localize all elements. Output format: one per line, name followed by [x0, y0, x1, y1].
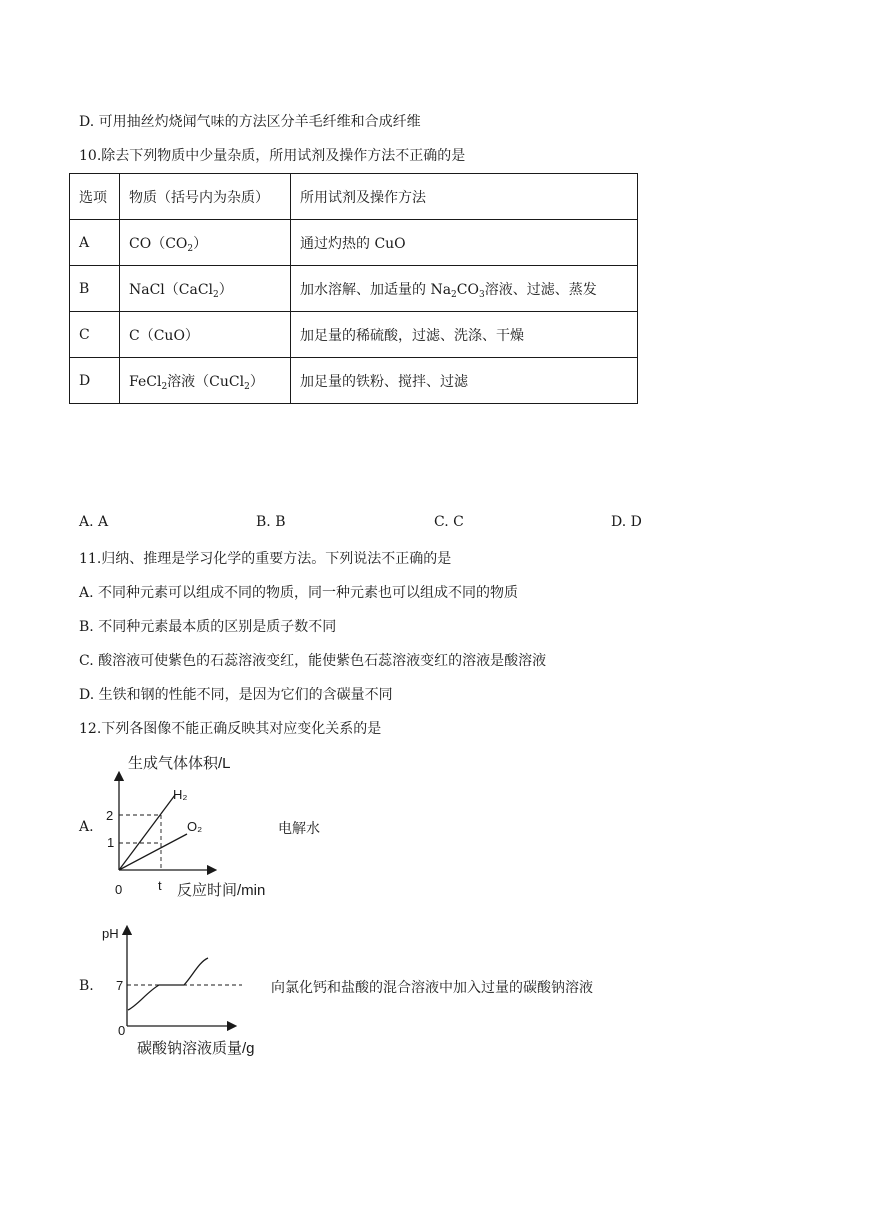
table-row [70, 358, 638, 404]
method-cell: 加足量的稀硫酸，过滤、洗涤、干燥 [291, 312, 638, 358]
q10-choice-b: B. B [256, 514, 286, 530]
q12-a-caption: 电解水 [278, 821, 320, 837]
series-label-o2: O₂ [187, 819, 203, 834]
method-cell: 通过灼热的 CuO [291, 220, 638, 266]
table-header-cell: 物质（括号内为杂质） [120, 174, 291, 220]
table-row [70, 220, 638, 266]
method-cell: 加足量的铁粉、搅拌、过滤 [291, 358, 638, 404]
x-axis-label: 碳酸钠溶液质量/g [137, 1040, 255, 1057]
option-cell: C [70, 312, 120, 358]
q11-option-d: D. 生铁和钢的性能不同，是因为它们的含碳量不同 [79, 687, 393, 703]
chart-electrolysis-svg [100, 748, 280, 898]
y-axis-label: pH [102, 926, 119, 941]
table-header-cell: 选项 [70, 174, 120, 220]
y-tick-label-7: 7 [116, 978, 124, 993]
y-tick-label-1: 1 [107, 835, 115, 850]
substance-cell: FeCl$_2$溶液（CuCl$_2$） [120, 358, 291, 404]
table-row [70, 266, 638, 312]
series-line-o2 [119, 834, 187, 870]
substance-cell: C（CuO） [120, 312, 291, 358]
y-tick-label-2: 2 [106, 808, 114, 823]
table-header-cell: 所用试剂及操作方法 [291, 174, 638, 220]
q10-stem: 10.除去下列物质中少量杂质，所用试剂及操作方法不正确的是 [79, 148, 466, 164]
q12-stem: 12.下列各图像不能正确反映其对应变化关系的是 [79, 721, 382, 737]
q10-choice-c: C. C [434, 514, 464, 530]
table-row [70, 312, 638, 358]
q12-b-caption: 向氯化钙和盐酸的混合溶液中加入过量的碳酸钠溶液 [271, 980, 593, 996]
origin-label: 0 [118, 1023, 126, 1038]
option-cell: D [70, 358, 120, 404]
chart-ph [100, 920, 280, 1060]
series-curve-ph [128, 958, 208, 1010]
chart-ph-svg [100, 920, 280, 1060]
x-tick-label-t: t [158, 878, 162, 893]
table-header-row [70, 174, 638, 220]
q10-table [69, 173, 638, 404]
q11-option-c: C. 酸溶液可使紫色的石蕊溶液变红，能使紫色石蕊溶液变红的溶液是酸溶液 [79, 653, 547, 669]
q10-choice-d: D. D [611, 514, 642, 530]
option-cell: B [70, 266, 120, 312]
x-axis-label: 反应时间/min [177, 882, 266, 898]
series-label-h2: H₂ [173, 787, 188, 802]
q9-option-d: D. 可用抽丝灼烧闻气味的方法区分羊毛纤维和合成纤维 [79, 114, 421, 130]
q10-choice-a: A. A [79, 514, 109, 530]
series-line-h2 [119, 795, 175, 870]
origin-label: 0 [115, 882, 123, 897]
method-cell: 加水溶解、加适量的 $Na_2CO_3$溶液、过滤、蒸发 [291, 266, 638, 312]
option-cell: A [70, 220, 120, 266]
chart-electrolysis [100, 748, 280, 898]
q11-option-b: B. 不同种元素最本质的区别是质子数不同 [79, 619, 337, 635]
q12-a-label: A. [79, 819, 94, 835]
y-axis-label: 生成气体体积/L [128, 755, 231, 772]
substance-cell: NaCl（CaCl$_2$） [120, 266, 291, 312]
substance-cell: $CO(CO_2)$ [120, 220, 291, 266]
q11-stem: 11.归纳、推理是学习化学的重要方法。下列说法不正确的是 [79, 551, 452, 567]
q11-option-a: A. 不同种元素可以组成不同的物质，同一种元素也可以组成不同的物质 [79, 585, 519, 601]
q12-b-label: B. [79, 978, 94, 994]
